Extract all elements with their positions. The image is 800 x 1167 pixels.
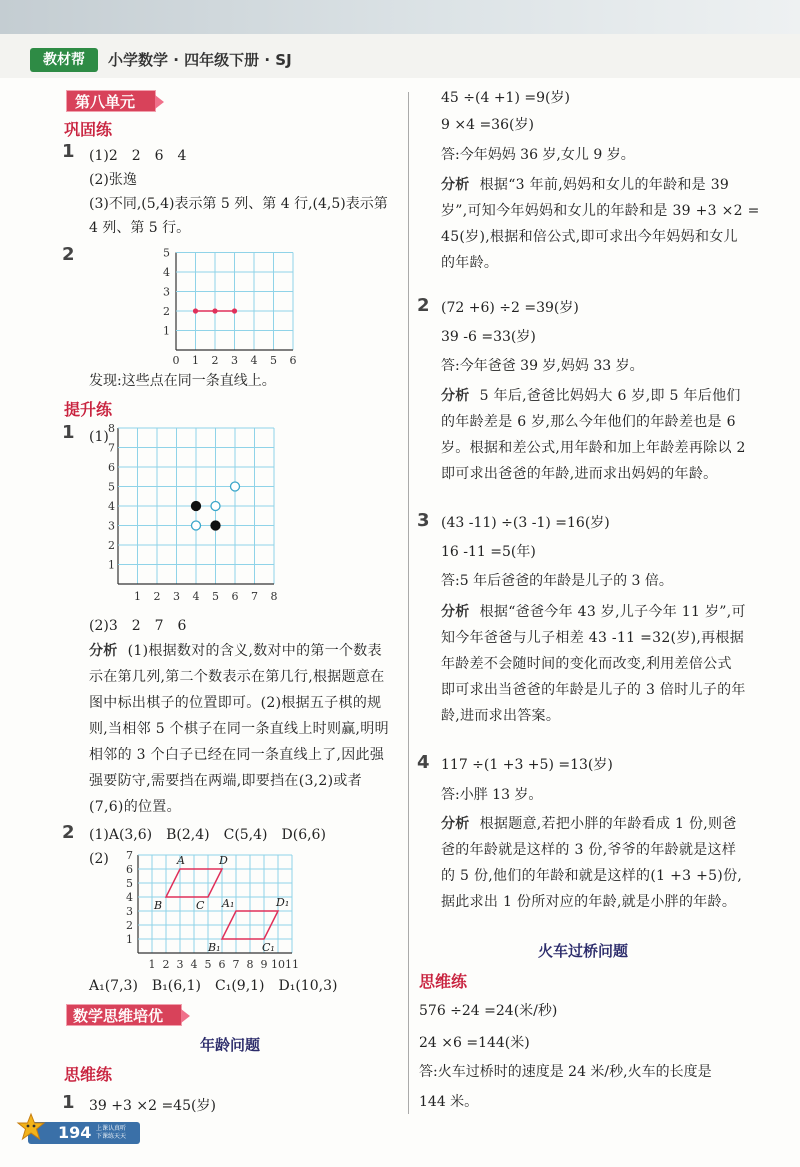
train-answer1: 答:火车过桥时的速度是 24 米/秒,火车的长度是: [419, 1064, 712, 1080]
age-q2-number: 2: [417, 295, 430, 316]
chart2-ytick: 2: [108, 539, 115, 552]
chart3-ytick: 1: [126, 933, 133, 946]
chart1-xtick: 6: [289, 354, 297, 367]
chart1-ytick: 2: [163, 305, 170, 318]
chart2-white-stone: [211, 502, 220, 511]
chart3-vertex-label: D₁: [276, 896, 290, 909]
chart2-ytick: 4: [108, 500, 115, 513]
train-line2: 24 ×6 =144(米): [419, 1035, 530, 1051]
chart2-xtick: 8: [270, 590, 278, 603]
chart2-ytick: 5: [108, 480, 115, 494]
chart3-ytick: 7: [126, 849, 133, 862]
slogan: 上课认真听 下课练天天: [96, 1125, 127, 1140]
age-q2-line2: 39 -6 =33(岁): [441, 329, 536, 345]
age-q3-answer: 答:5 年后爸爸的年龄是儿子的 3 倍。: [441, 573, 673, 589]
chart2-ytick: 6: [108, 461, 115, 474]
chart1-xtick: 4: [250, 354, 258, 367]
chart3-xtick: 5: [204, 958, 212, 971]
tisheng-q1-number: 1: [62, 422, 75, 443]
chart2-ytick: 1: [108, 558, 115, 572]
tisheng-q1-label: (1): [89, 429, 109, 445]
chart1-xtick: 3: [231, 354, 238, 367]
star-mascot-icon: [16, 1112, 46, 1142]
chart3-ytick: 5: [126, 877, 133, 890]
chart2-ytick: 7: [108, 441, 115, 455]
chart2-black-stone: [211, 521, 220, 530]
age-q2-line1: (72 +6) ÷2 =39(岁): [441, 300, 579, 316]
chart3-xtick: 2: [162, 958, 170, 971]
chart2-xtick: 4: [192, 590, 200, 603]
section-tisheng: 提升练: [64, 400, 113, 419]
gonggu-q1-line1: (1)2 2 6 4: [89, 148, 187, 164]
header-top-strip: [0, 0, 800, 34]
train-answer2: 144 米。: [419, 1094, 479, 1110]
chart3-ytick: 3: [126, 905, 133, 918]
gonggu-q1-line3: (3)不同,(5,4)表示第 5 列、第 4 行,(4,5)表示第: [89, 196, 388, 212]
age-q4-line1: 117 ÷(1 +3 +5) =13(岁): [441, 757, 613, 773]
chart1-ytick: 3: [163, 285, 170, 299]
age-q2-answer: 答:今年爸爸 39 岁,妈妈 33 岁。: [441, 358, 644, 374]
chart3-xtick: 7: [232, 958, 240, 971]
chart1-point: [193, 308, 198, 313]
tisheng-q2-number: 2: [62, 822, 75, 843]
chart3-xtick: 1: [148, 958, 156, 971]
chart3-xtick: 11: [285, 958, 299, 971]
chart2-white-stone: [231, 482, 240, 491]
chart3-xtick: 6: [218, 958, 226, 971]
chart3-xtick: 8: [246, 958, 254, 971]
chart-gomoku: [108, 422, 290, 612]
chart1-xtick: 0: [172, 354, 180, 367]
tisheng-q1-answer2: (2)3 2 7 6: [89, 618, 187, 634]
gonggu-q1-line4: 4 列、第 5 行。: [89, 220, 191, 236]
brand-badge: 教材帮: [30, 48, 98, 72]
age-q1-line2: 45 ÷(4 +1) =9(岁): [441, 90, 570, 106]
chart2-xtick: 5: [212, 590, 219, 603]
gonggu-q1-line2: (2)张逸: [89, 172, 137, 188]
page-number: 194: [58, 1123, 92, 1142]
chart-points-line: [150, 246, 310, 368]
chart1-ytick: 5: [163, 246, 170, 260]
chart2-xtick: 6: [231, 590, 239, 603]
train-line1: 576 ÷24 =24(米/秒): [419, 1003, 558, 1019]
chart3-vertex-label: A₁: [222, 897, 235, 910]
book-title: 小学数学 · 四年级下册 · SJ: [108, 51, 292, 69]
chart2-xtick: 2: [153, 590, 161, 603]
age-q3-analysis: 分析 根据“爸爸今年 43 岁,儿子今年 11 岁”,可 知今年爸爸与儿子相差 43 -11 =32(岁),再根据 年龄差不会随时间的变化而改变,利用差倍公式 即可求出当爸爸的年龄是儿子的 3 倍时儿子的年 龄,进而求出答案。: [441, 604, 746, 724]
section-siwei-train: 思维练: [419, 972, 468, 991]
chart1-xtick: 2: [211, 354, 219, 367]
analysis-label: 分析: [89, 643, 118, 659]
topic-age: 年龄问题: [200, 1036, 261, 1054]
chart2-black-stone: [192, 502, 201, 511]
chart3-vertex-label: B₁: [208, 941, 221, 954]
chart3-vertex-label: C: [196, 899, 205, 912]
chart1-point: [232, 308, 237, 313]
chart3-ytick: 2: [126, 919, 133, 932]
chart3-vertex-label: D: [219, 854, 228, 867]
age-q3-line1: (43 -11) ÷(3 -1) =16(岁): [441, 515, 610, 531]
tisheng-q2-line1: (1)A(3,6) B(2,4) C(5,4) D(6,6): [89, 827, 326, 843]
subsection-tag: 数学思维培优: [66, 1004, 182, 1026]
age-q1-line1: 39 +3 ×2 =45(岁): [89, 1098, 216, 1114]
chart3-xtick: 9: [260, 958, 268, 971]
chart2-xtick: 1: [134, 590, 141, 603]
chart1-xtick: 1: [192, 354, 199, 367]
tisheng-q2-line3: A₁(7,3) B₁(6,1) C₁(9,1) D₁(10,3): [89, 978, 338, 994]
age-q1-answer: 答:今年妈妈 36 岁,女儿 9 岁。: [441, 147, 635, 163]
topic-train: 火车过桥问题: [538, 942, 629, 960]
gonggu-q2-finding: 发现:这些点在同一条直线上。: [89, 373, 276, 389]
chart3-ytick: 6: [126, 863, 133, 876]
chart3-xtick: 4: [190, 958, 198, 971]
gonggu-q1-number: 1: [62, 141, 75, 162]
age-q3-line2: 16 -11 =5(年): [441, 544, 536, 560]
chart1-ytick: 4: [163, 266, 170, 279]
chart3-vertex-label: B: [154, 899, 163, 912]
gonggu-q2-number: 2: [62, 244, 75, 265]
chart3-ytick: 4: [126, 891, 133, 904]
age-q2-analysis: 分析 5 年后,爸爸比妈妈大 6 岁,即 5 年后他们 的年龄差是 6 岁,那么今年他们的年龄差也是 6 岁。根据和差公式,用年龄和加上年龄差再除以 2 即可求出爸爸的年龄,进而求出妈妈的年龄。: [441, 388, 746, 482]
chart1-point: [212, 308, 217, 313]
chart2-xtick: 7: [251, 590, 258, 603]
chart3-vertex-label: C₁: [262, 941, 275, 954]
tisheng-q1-analysis: 分析 (1)根据数对的含义,数对中的第一个数表 示在第几列,第二个数表示在第几行,根据题意在 图中标出棋子的位置即可。(2)根据五子棋的规 则,当相邻 5 个棋子在同一条直线上时则赢,明明 相邻的 3 个白子已经在同一条直线上了,因此强 强要防守,需要挡在两端,即要挡在(3,2)或者 (7,6)的位置。: [89, 643, 389, 815]
tisheng-q2-line2: (2): [89, 851, 109, 867]
section-gonggu: 巩固练: [64, 120, 113, 139]
age-q4-analysis: 分析 根据题意,若把小胖的年龄看成 1 份,则爸 爸的年龄就是这样的 3 份,爷爷的年龄就是这样 的 5 份,他们的年龄和就是这样的(1 +3 +5)份, 据此求出 1 份所对应的年龄,就是小胖的年龄。: [441, 816, 743, 910]
chart3-vertex-label: A: [177, 854, 185, 867]
age-q1-number: 1: [62, 1092, 75, 1113]
section-siwei-age: 思维练: [64, 1065, 113, 1084]
chart3-xtick: 10: [271, 958, 285, 971]
age-q4-number: 4: [417, 752, 430, 773]
age-q3-number: 3: [417, 510, 430, 531]
chart2-white-stone: [192, 521, 201, 530]
chart-parallelograms: [112, 847, 298, 971]
age-q4-answer: 答:小胖 13 岁。: [441, 787, 543, 803]
unit-tag: 第八单元: [66, 90, 156, 112]
column-divider: [408, 92, 409, 1114]
chart1-xtick: 5: [270, 354, 277, 367]
chart2-ytick: 8: [108, 422, 115, 435]
chart3-xtick: 3: [176, 958, 184, 971]
chart2-ytick: 3: [108, 519, 115, 533]
age-q1-analysis: 分析 根据“3 年前,妈妈和女儿的年龄和是 39 岁”,可知今年妈妈和女儿的年龄和是 39 +3 ×2 = 45(岁),根据和倍公式,即可求出今年妈妈和女儿 的年龄。: [441, 177, 760, 271]
age-q1-line3: 9 ×4 =36(岁): [441, 117, 534, 133]
chart1-ytick: 1: [163, 324, 170, 338]
chart2-xtick: 3: [173, 590, 180, 603]
